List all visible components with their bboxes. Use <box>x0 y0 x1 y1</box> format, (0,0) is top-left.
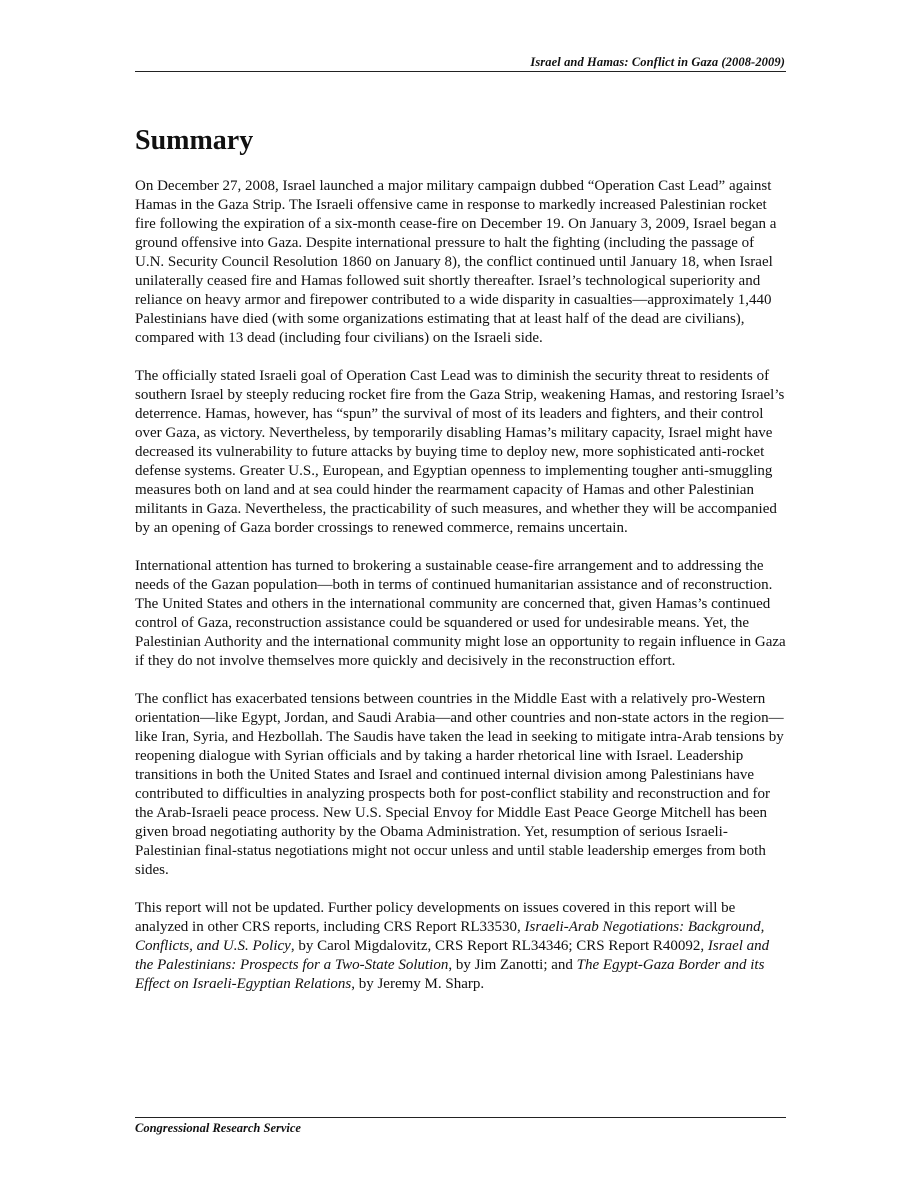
paragraph-5-text: , by Carol Migdalovitz, CRS Report RL34346; CRS Report R40092, <box>290 938 708 954</box>
header-divider <box>135 71 786 72</box>
paragraph-4: The conflict has exacerbated tensions between countries in the Middle East with a relatively pro-Western orientation—like Egypt, Jordan, and Saudi Arabia—and other countries and non-state actors in the region—like Iran, Syria, and Hezbollah. The Saudis have taken the lead in seeking to mitigate intra-Arab tensions by reopening dialogue with Syrian officials and by taking a harder rhetorical line with Israel. Leadership transitions in both the United States and Israel and continued internal division among Palestinians have contributed to difficulties in analyzing prospects both for post-conflict stability and reconstruction and for the Arab-Israeli peace process. New U.S. Special Envoy for Middle East Peace George Mitchell has been given broad negotiating authority by the Obama Administration. Yet, resumption of serious Israeli-Palestinian final-status negotiations might not occur unless and until stable leadership emerges from both sides. <box>135 691 784 878</box>
paragraph-3: International attention has turned to brokering a sustainable cease-fire arrangement and to addressing the needs of the Gazan population—both in terms of continued humanitarian assistance and of reconstruction. The United States and others in the international community are concerned that, given Hamas’s continued control of Gaza, reconstruction assistance could be squandered or used for undesirable means. Yet, the Palestinian Authority and the international community might lose an opportunity to regain influence in Gaza if they do not involve themselves more quickly and decisively in the reconstruction effort. <box>135 558 786 669</box>
report-title-r40092: Israel and the Palestinians: Prospects for a Two-State Solution <box>135 938 770 973</box>
running-footer: Congressional Research Service <box>135 1121 301 1135</box>
paragraph-5-text: This report will not be updated. Further policy developments on issues covered in this report will be analyzed in other CRS reports, including CRS Report RL33530, <box>135 900 736 935</box>
footer-divider <box>135 1117 786 1118</box>
paragraph-5-text: , by Jeremy M. Sharp. <box>351 976 485 992</box>
page-title: Summary <box>135 125 254 156</box>
running-header: Israel and Hamas: Conflict in Gaza (2008-2009) <box>530 55 785 69</box>
report-title-egypt-gaza: The Egypt-Gaza Border and its Effect on Israeli-Egyptian Relations <box>135 957 765 992</box>
summary-body <box>135 177 787 1013</box>
paragraph-5-text: , by Jim Zanotti; and <box>448 957 577 973</box>
paragraph-2: The officially stated Israeli goal of Operation Cast Lead was to diminish the security threat to residents of southern Israel by steeply reducing rocket fire from the Gaza Strip, weakening Hamas, and restoring Israel’s deterrence. Hamas, however, has “spun” the survival of most of its leaders and fighters, and their control over Gaza, as victory. Nevertheless, by temporarily disabling Hamas’s military capacity, Israel might have decreased its vulnerability to future attacks by buying time to deploy new, more sophisticated anti-rocket defense systems. Greater U.S., European, and Egyptian openness to implementing tougher anti-smuggling measures both on land and at sea could hinder the rearmament capacity of Hamas and other Palestinian militants in Gaza. Nevertheless, the practicability of such measures, and whether they will be accompanied by an opening of Gaza border crossings to renewed commerce, remains uncertain. <box>135 368 785 536</box>
paragraph-5 <box>135 899 787 994</box>
report-title-rl33530: Israeli-Arab Negotiations: Background, Conflicts, and U.S. Policy <box>135 919 765 954</box>
paragraph-1: On December 27, 2008, Israel launched a major military campaign dubbed “Operation Cast Lead” against Hamas in the Gaza Strip. The Israeli offensive came in response to markedly increased Palestinian rocket fire following the expiration of a six-month cease-fire on December 19. On January 3, 2009, Israel began a ground offensive into Gaza. Despite international pressure to halt the fighting (including the passage of U.N. Security Council Resolution 1860 on January 8), the conflict continued until January 18, when Israel unilaterally ceased fire and Hamas followed suit shortly thereafter. Israel’s technological superiority and reliance on heavy armor and firepower contributed to a wide disparity in casualties—approximately 1,440 Palestinians have died (with some organizations estimating that at least half of the dead are civilians), compared with 13 dead (including four civilians) on the Israeli side. <box>135 178 777 346</box>
